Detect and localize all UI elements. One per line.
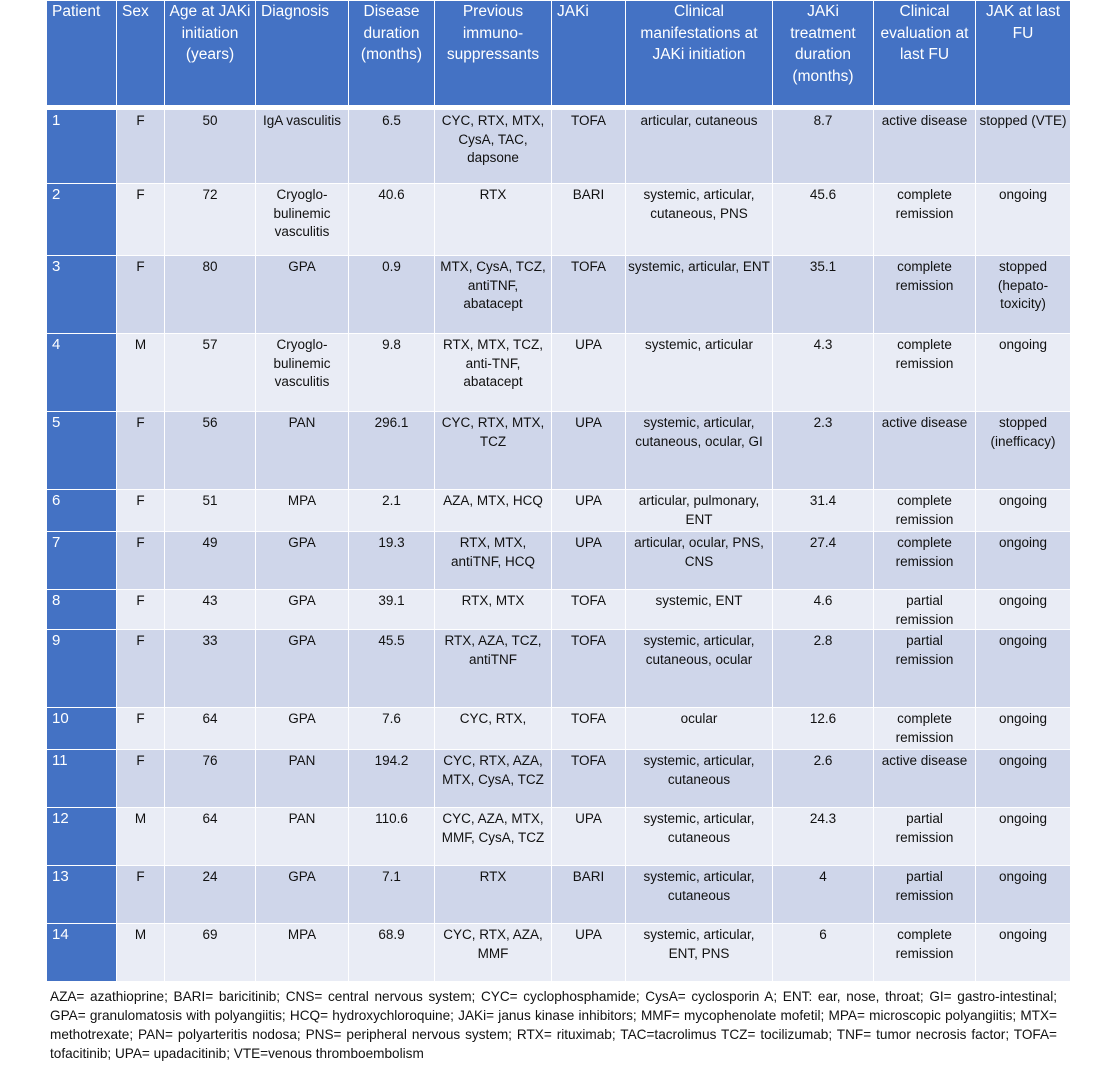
col-header-treatment: JAKi treatment duration (months) [773,1,874,108]
cell-patient: 4 [47,334,117,412]
cell-duration: 6.5 [349,108,435,184]
cell-jaki: TOFA [552,708,626,750]
cell-patient: 11 [47,750,117,808]
cell-status: ongoing [976,532,1071,590]
table-row [47,866,1071,924]
cell-status: stopped (hepato-toxicity) [976,256,1071,334]
abbreviations-footnote: AZA= azathioprine; BARI= baricitinib; CNS= central nervous system; CYC= cyclophosphamide; CysA= cyclosporin A; ENT: ear, nose, throat; GI= gastro-intestinal; GPA= granulomatosis with polyangiitis; HCQ= hydroxychloroquine; JAKi= janus kinase inhibitors; MMF= mycophenolate mofetil; MPA= microscopic polyangiitis; MTX= methotrexate; PAN= polyarteritis nodosa; PNS= peripheral nervous system; RTX= rituximab; TAC=tacrolimus TCZ= tocilizumab; TNF= tumor necrosis factor; TOFA= tofacitinib; UPA= upadacitinib; VTE=venous thromboembolism [50,989,1057,1061]
cell-patient: 6 [47,490,117,532]
cell-manifestations: articular, cutaneous [626,108,773,184]
cell-previous: AZA, MTX, HCQ [435,490,552,532]
cell-duration: 7.6 [349,708,435,750]
cell-status: ongoing [976,808,1071,866]
cell-jaki: TOFA [552,750,626,808]
col-header-jaki: JAKi [552,1,626,108]
col-header-diagnosis: Diagnosis [256,1,349,108]
table-row [47,490,1071,532]
cell-previous: RTX [435,184,552,256]
cell-age: 24 [165,866,256,924]
cell-treatment: 4.3 [773,334,874,412]
cell-duration: 68.9 [349,924,435,982]
cell-evaluation: partial remission [874,808,976,866]
cell-previous: RTX [435,866,552,924]
cell-previous: MTX, CysA, TCZ, antiTNF, abatacept [435,256,552,334]
cell-age: 64 [165,708,256,750]
cell-age: 49 [165,532,256,590]
cell-age: 64 [165,808,256,866]
cell-duration: 45.5 [349,630,435,708]
cell-treatment: 4.6 [773,590,874,630]
cell-status: ongoing [976,184,1071,256]
table-row [47,412,1071,490]
table-row [47,590,1071,630]
cell-jaki: TOFA [552,630,626,708]
cell-manifestations: systemic, ENT [626,590,773,630]
cell-previous: RTX, AZA, TCZ, antiTNF [435,630,552,708]
cell-evaluation: partial remission [874,630,976,708]
col-header-patient: Patient [47,1,117,108]
cell-treatment: 2.6 [773,750,874,808]
cell-sex: M [117,334,165,412]
cell-patient: 3 [47,256,117,334]
cell-manifestations: systemic, articular [626,334,773,412]
cell-jaki: UPA [552,412,626,490]
cell-patient: 13 [47,866,117,924]
cell-sex: F [117,590,165,630]
cell-treatment: 31.4 [773,490,874,532]
cell-previous: CYC, RTX, AZA, MMF [435,924,552,982]
cell-evaluation: complete remission [874,532,976,590]
cell-evaluation: partial remission [874,590,976,630]
cell-evaluation: complete remission [874,708,976,750]
table-row [47,532,1071,590]
cell-duration: 40.6 [349,184,435,256]
cell-duration: 19.3 [349,532,435,590]
cell-jaki: TOFA [552,590,626,630]
cell-sex: M [117,924,165,982]
table-row [47,808,1071,866]
col-header-manifestations: Clinical manifestations at JAKi initiation [626,1,773,108]
cell-manifestations: systemic, articular, ENT, PNS [626,924,773,982]
cell-diagnosis: PAN [256,750,349,808]
col-header-sex: Sex [117,1,165,108]
table-row [47,708,1071,750]
cell-diagnosis: Cryoglo-bulinemic vasculitis [256,334,349,412]
cell-patient: 8 [47,590,117,630]
cell-evaluation: partial remission [874,866,976,924]
cell-previous: CYC, RTX, [435,708,552,750]
cell-evaluation: active disease [874,412,976,490]
cell-sex: F [117,532,165,590]
cell-sex: F [117,412,165,490]
cell-status: ongoing [976,708,1071,750]
cell-age: 33 [165,630,256,708]
cell-status: ongoing [976,334,1071,412]
cell-manifestations: articular, ocular, PNS, CNS [626,532,773,590]
cell-patient: 7 [47,532,117,590]
table-row [47,924,1071,982]
cell-status: ongoing [976,750,1071,808]
cell-age: 56 [165,412,256,490]
cell-treatment: 12.6 [773,708,874,750]
cell-treatment: 45.6 [773,184,874,256]
cell-previous: CYC, RTX, MTX, CysA, TAC, dapsone [435,108,552,184]
cell-evaluation: complete remission [874,924,976,982]
cell-patient: 9 [47,630,117,708]
cell-diagnosis: GPA [256,532,349,590]
cell-jaki: TOFA [552,256,626,334]
cell-sex: F [117,866,165,924]
table-row [47,334,1071,412]
cell-duration: 2.1 [349,490,435,532]
cell-jaki: UPA [552,490,626,532]
cell-treatment: 35.1 [773,256,874,334]
cell-sex: F [117,750,165,808]
cell-previous: CYC, RTX, MTX, TCZ [435,412,552,490]
cell-status: stopped (VTE) [976,108,1071,184]
cell-status: ongoing [976,590,1071,630]
cell-patient: 5 [47,412,117,490]
cell-evaluation: complete remission [874,184,976,256]
cell-age: 57 [165,334,256,412]
col-header-duration: Disease duration (months) [349,1,435,108]
cell-manifestations: articular, pulmonary, ENT [626,490,773,532]
cell-treatment: 2.8 [773,630,874,708]
col-header-status: JAK at last FU [976,1,1071,108]
cell-manifestations: systemic, articular, cutaneous [626,808,773,866]
cell-status: stopped (inefficacy) [976,412,1071,490]
cell-sex: M [117,808,165,866]
cell-sex: F [117,184,165,256]
cell-diagnosis: Cryoglo-bulinemic vasculitis [256,184,349,256]
cell-manifestations: systemic, articular, cutaneous [626,750,773,808]
cell-sex: F [117,108,165,184]
cell-duration: 7.1 [349,866,435,924]
cell-evaluation: complete remission [874,334,976,412]
cell-duration: 39.1 [349,590,435,630]
cell-jaki: TOFA [552,108,626,184]
cell-diagnosis: IgA vasculitis [256,108,349,184]
table-body [47,108,1071,982]
cell-jaki: UPA [552,924,626,982]
cell-treatment: 24.3 [773,808,874,866]
cell-previous: RTX, MTX, TCZ, anti-TNF, abatacept [435,334,552,412]
cell-status: ongoing [976,924,1071,982]
cell-previous: CYC, AZA, MTX, MMF, CysA, TCZ [435,808,552,866]
cell-previous: CYC, RTX, AZA, MTX, CysA, TCZ [435,750,552,808]
col-header-previous: Previous immuno-suppressants [435,1,552,108]
cell-diagnosis: GPA [256,866,349,924]
cell-treatment: 6 [773,924,874,982]
cell-previous: RTX, MTX [435,590,552,630]
table-row [47,108,1071,184]
cell-duration: 0.9 [349,256,435,334]
cell-duration: 110.6 [349,808,435,866]
cell-diagnosis: PAN [256,412,349,490]
cell-sex: F [117,256,165,334]
cell-duration: 296.1 [349,412,435,490]
patients-table-wrapper [46,0,1070,982]
cell-evaluation: complete remission [874,490,976,532]
cell-patient: 14 [47,924,117,982]
cell-treatment: 2.3 [773,412,874,490]
cell-patient: 12 [47,808,117,866]
cell-diagnosis: GPA [256,590,349,630]
cell-manifestations: ocular [626,708,773,750]
table-row [47,184,1071,256]
cell-previous: RTX, MTX, antiTNF, HCQ [435,532,552,590]
header-row [47,1,1071,108]
col-header-age: Age at JAKi initiation (years) [165,1,256,108]
cell-duration: 194.2 [349,750,435,808]
table-row [47,750,1071,808]
cell-manifestations: systemic, articular, cutaneous, PNS [626,184,773,256]
cell-status: ongoing [976,630,1071,708]
patients-table [46,0,1071,982]
cell-evaluation: active disease [874,750,976,808]
cell-age: 80 [165,256,256,334]
table-row [47,630,1071,708]
cell-sex: F [117,630,165,708]
cell-patient: 10 [47,708,117,750]
cell-jaki: UPA [552,334,626,412]
cell-patient: 1 [47,108,117,184]
cell-treatment: 27.4 [773,532,874,590]
cell-diagnosis: GPA [256,630,349,708]
cell-diagnosis: PAN [256,808,349,866]
cell-age: 51 [165,490,256,532]
cell-status: ongoing [976,866,1071,924]
cell-age: 72 [165,184,256,256]
cell-evaluation: active disease [874,108,976,184]
cell-treatment: 4 [773,866,874,924]
cell-duration: 9.8 [349,334,435,412]
cell-patient: 2 [47,184,117,256]
cell-jaki: BARI [552,866,626,924]
cell-treatment: 8.7 [773,108,874,184]
cell-age: 50 [165,108,256,184]
cell-sex: F [117,490,165,532]
cell-evaluation: complete remission [874,256,976,334]
cell-sex: F [117,708,165,750]
cell-diagnosis: MPA [256,924,349,982]
cell-diagnosis: MPA [256,490,349,532]
cell-manifestations: systemic, articular, ENT [626,256,773,334]
cell-jaki: BARI [552,184,626,256]
cell-age: 69 [165,924,256,982]
cell-age: 76 [165,750,256,808]
cell-jaki: UPA [552,532,626,590]
cell-status: ongoing [976,490,1071,532]
cell-manifestations: systemic, articular, cutaneous, ocular [626,630,773,708]
cell-manifestations: systemic, articular, cutaneous, ocular, GI [626,412,773,490]
col-header-evaluation: Clinical evaluation at last FU [874,1,976,108]
cell-jaki: UPA [552,808,626,866]
cell-age: 43 [165,590,256,630]
table-row [47,256,1071,334]
cell-manifestations: systemic, articular, cutaneous [626,866,773,924]
cell-diagnosis: GPA [256,256,349,334]
cell-diagnosis: GPA [256,708,349,750]
